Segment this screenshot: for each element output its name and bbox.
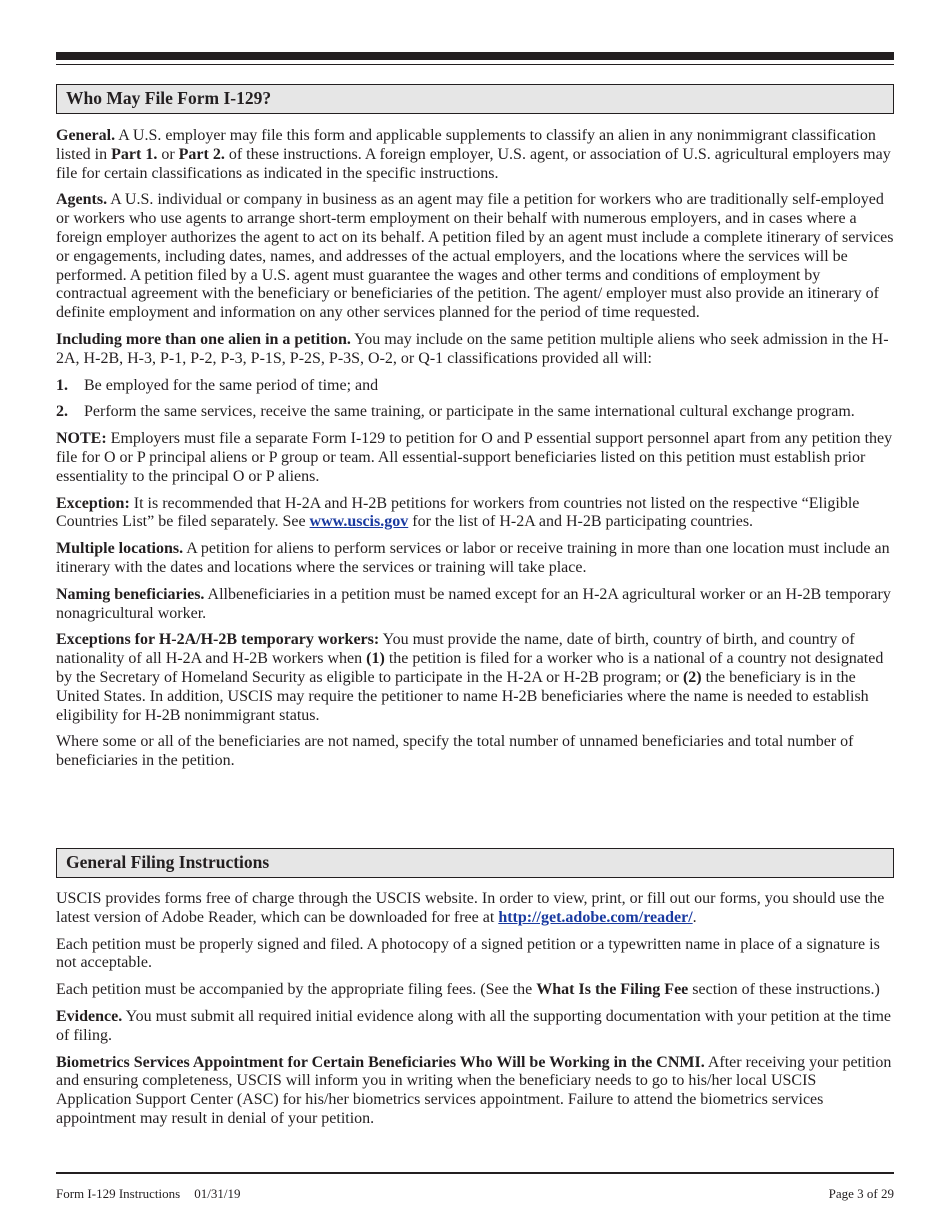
- footer-date: 01/31/19: [194, 1186, 241, 1201]
- footer-page-number: Page 3 of 29: [828, 1186, 894, 1201]
- adobe-reader-link[interactable]: http://get.adobe.com/reader/: [498, 908, 693, 926]
- footer-form-id: [56, 1186, 240, 1202]
- paragraph-naming-beneficiaries: Naming beneficiaries. Allbeneficiaries in a petition must be named except for an H-2A agricultural worker or an H-2B temporary nonagricultural worker.: [56, 585, 891, 622]
- paragraph-forms: USCIS provides forms free of charge through the USCIS website. In order to view, print, or fill out our forms, you should use the latest version of Adobe Reader, which can be downloaded for free at http://get.adobe.com/reader/.: [56, 890, 885, 926]
- paragraph-biometrics: Biometrics Services Appointment for Certain Beneficiaries Who Will be Working in the CNMI. After receiving your petition and ensuring completeness, USCIS will inform you in writing when the beneficiary needs to go to his/her local USCIS Application Support Center (ASC) for his/her biometrics services appointment. Failure to attend the biometrics services appointment may result in denial of your petition.: [56, 1053, 892, 1127]
- paragraph-agents: Agents. A U.S. individual or company in business as an agent may file a petition for workers who are traditionally self-employed or workers who use agents to arrange short-term employment on their behalf with numerous employers, and in cases where a foreign employer authorizes the agent to act on its behalf. A petition filed by an agent must include a complete itinerary of services or engagements, including dates, names, and addresses of the actual employers, and the locations where the services will be performed. A petition filed by a U.S. agent must guarantee the wages and other terms and conditions of employment by contractual agreement with the beneficiary or beneficiaries of the petition. The agent/ employer must also provide an itinerary of definite employment and information on any other services planned for the period of time requested.: [56, 191, 894, 322]
- paragraph-evidence: Evidence. You must submit all required initial evidence along with all the supporting documentation with your petition at the time of filing.: [56, 1007, 891, 1044]
- general-lead: General.: [56, 127, 116, 144]
- section-header-who-may-file: Who May File Form I-129?: [56, 84, 894, 114]
- section-header-general-filing: General Filing Instructions: [56, 848, 894, 878]
- footer-rule: [56, 1172, 894, 1174]
- general-filing-body: [56, 890, 894, 1129]
- list-item: 1. Be employed for the same period of time; and: [56, 376, 379, 394]
- paragraph-note: NOTE: Employers must file a separate Form I-129 to petition for O and P essential support personnel apart from any petition they file for O or P principal aliens or P group or team. All essential-support beneficiaries listed on this petition must establish prior essentiality to the principal O or P aliens.: [56, 430, 893, 485]
- paragraph-unnamed: Where some or all of the beneficiaries are not named, specify the total number of unnamed beneficiaries and total number of beneficiaries in the petition.: [56, 733, 854, 770]
- paragraph-multiple-locations: Multiple locations. A petition for aliens to perform services or labor or receive training in more than one location must include an itinerary with the dates and locations where the services or training will take place.: [56, 540, 890, 576]
- who-may-file-body: [56, 127, 894, 771]
- paragraph-general: General. A U.S. employer may file this form and applicable supplements to classify an alien in any nonimmigrant classification listed in Part 1. or Part 2. of these instructions. A foreign employer, U.S. agent, or association of U.S. agricultural employers may file for certain classifications as indicated in the specific instructions.: [56, 127, 891, 182]
- paragraph-fees: Each petition must be accompanied by the appropriate filing fees. (See the What Is the Filing Fee section of these instructions.): [56, 981, 880, 999]
- paragraph-multiple-aliens: Including more than one alien in a petition. You may include on the same petition multiple aliens who seek admission in the H-2A, H-2B, H-3, P-1, P-2, P-3, P-1S, P-2S, P-3S, O-2, or Q-1 classifications provided all will:: [56, 330, 889, 367]
- footer-form-name: Form I-129 Instructions: [56, 1186, 181, 1201]
- paragraph-exception: Exception: It is recommended that H-2A and H-2B petitions for workers from countries not listed on the respective “Eligible Countries List” be filed separately. See www.uscis.gov for the list of H-2A and H-2B participating countries.: [56, 494, 860, 531]
- paragraph-signed: Each petition must be properly signed and filed. A photocopy of a signed petition or a typewritten name in place of a signature is not acceptable.: [56, 935, 880, 972]
- top-thick-rule: [56, 52, 894, 60]
- paragraph-exceptions-h2: Exceptions for H-2A/H-2B temporary workers: You must provide the name, date of birth, country of birth, and country of nationality of all H-2A and H-2B workers when (1) the petition is filed for a worker who is a national of a country not designated by the Secretary of Homeland Security as eligible to participate in the H-2A or H-2B program; or (2) the beneficiary is in the United States. In addition, USCIS may require the petitioner to name H-2B beneficiaries where the name is needed to establish eligibility for H-2B nonimmigrant status.: [56, 631, 884, 724]
- top-thin-rule: [56, 64, 894, 65]
- uscis-link[interactable]: www.uscis.gov: [309, 513, 409, 531]
- list-item: 2. Perform the same services, receive the same training, or participate in the same international cultural exchange program.: [56, 403, 855, 421]
